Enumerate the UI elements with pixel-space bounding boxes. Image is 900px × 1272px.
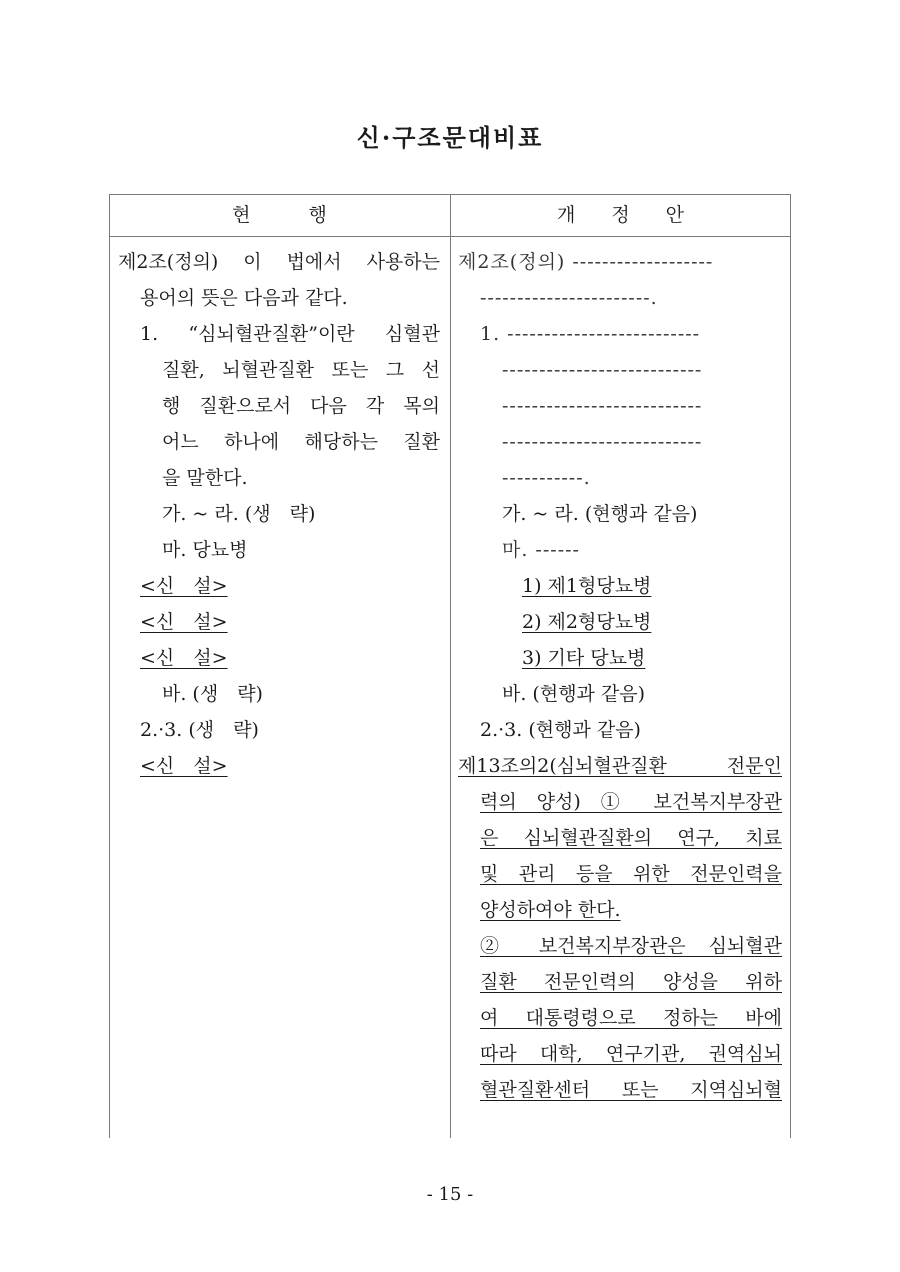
current-line: 질환, 뇌혈관질환 또는 그 선 <box>162 359 440 381</box>
new-provision-marker: <신 설> <box>140 755 228 777</box>
new-article-line: 및 관리 등을 위한 전문인력을 <box>480 863 782 885</box>
header-proposed-char-2: 정 <box>611 204 630 226</box>
current-line: 2.·3. (생 략) <box>140 719 259 741</box>
new-subitem: 2) 제2형당뇨병 <box>522 611 652 633</box>
new-article-line: 제13조의2(심뇌혈관질환 전문인 <box>458 755 782 777</box>
new-article-line: 따라 대학, 연구기관, 권역심뇌 <box>480 1043 782 1065</box>
proposed-line: --------------------------- <box>502 431 703 453</box>
table-left-border <box>109 194 110 1138</box>
proposed-line: --------------------------- <box>502 395 703 417</box>
header-current-char-2: 행 <box>308 204 327 226</box>
header-current <box>109 194 450 236</box>
current-line: 을 말한다. <box>162 467 248 489</box>
current-line: 어느 하나에 해당하는 질환 <box>162 431 440 453</box>
new-provision-marker: <신 설> <box>140 575 228 597</box>
current-line: 가. ~ 라. (생 략) <box>162 503 316 525</box>
proposed-line: 마. ------ <box>502 539 580 561</box>
proposed-line: 1. -------------------------- <box>480 323 701 345</box>
page-number: - 15 - <box>426 1184 474 1205</box>
header-proposed-char-3: 안 <box>665 204 685 226</box>
table-right-border <box>790 194 791 1138</box>
proposed-line: --------------------------- <box>502 359 703 381</box>
header-proposed-char-1: 개 <box>556 204 576 226</box>
proposed-line: -----------. <box>502 467 591 489</box>
new-article-line: 질환 전문인력의 양성을 위하 <box>480 971 782 993</box>
proposed-line: 제2조(정의) ------------------- <box>458 251 714 273</box>
proposed-column <box>458 244 782 1108</box>
new-article-line: 양성하여야 한다. <box>480 899 621 921</box>
new-subitem: 3) 기타 당뇨병 <box>522 647 646 669</box>
proposed-line: 가. ~ 라. (현행과 같음) <box>502 503 698 525</box>
current-line: 바. (생 략) <box>162 683 263 705</box>
new-provision-marker: <신 설> <box>140 647 228 669</box>
new-article-line: 혈관질환센터 또는 지역심뇌혈 <box>480 1079 782 1101</box>
current-column <box>118 244 440 784</box>
current-line: 마. 당뇨병 <box>162 539 248 561</box>
header-proposed <box>450 194 791 236</box>
new-article-line: ② 보건복지부장관은 심뇌혈관 <box>480 935 782 957</box>
proposed-line: 바. (현행과 같음) <box>502 683 646 705</box>
header-current-char-1: 현 <box>232 204 251 226</box>
current-line: 행 질환으로서 다음 각 목의 <box>162 395 440 417</box>
current-line: 1. “심뇌혈관질환”이란 심혈관 <box>140 323 440 345</box>
new-article-line: 력의 양성) ① 보건복지부장관 <box>480 791 782 813</box>
new-article-line: 여 대통령령으로 정하는 바에 <box>480 1007 782 1029</box>
current-line: 제2조(정의) 이 법에서 사용하는 <box>118 251 440 273</box>
page-title: 신·구조문대비표 <box>356 123 544 152</box>
current-line: 용어의 뜻은 다음과 같다. <box>140 287 348 309</box>
proposed-line: 2.·3. (현행과 같음) <box>480 719 641 741</box>
new-article-line: 은 심뇌혈관질환의 연구, 치료 <box>480 827 782 849</box>
new-provision-marker: <신 설> <box>140 611 228 633</box>
column-divider <box>450 194 451 1138</box>
new-subitem: 1) 제1형당뇨병 <box>522 575 652 597</box>
proposed-line: -----------------------. <box>480 287 658 309</box>
